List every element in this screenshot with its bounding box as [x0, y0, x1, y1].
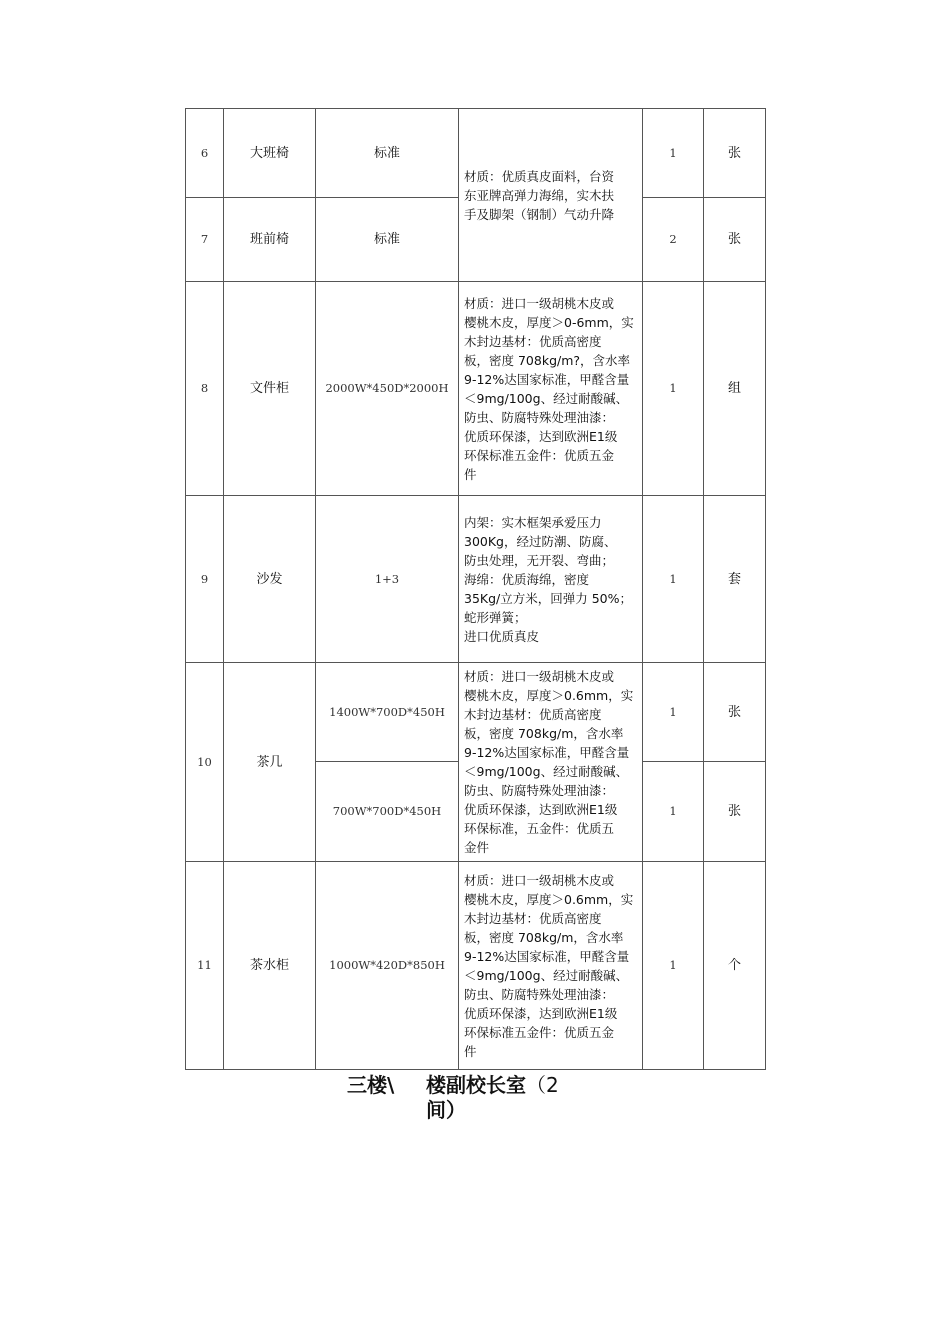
item-quantity: 1 — [643, 862, 704, 1070]
table-row — [186, 109, 766, 198]
row-number: 6 — [186, 109, 224, 198]
item-unit: 张 — [704, 109, 766, 198]
item-unit: 张 — [704, 762, 766, 862]
item-description: 材质：进口一级胡桃木皮或 樱桃木皮，厚度＞0.6mm，实 木封边基材：优质高密度 板，密度 708kg/m，含水率 9-12%达国家标准，甲醛含量 ＜9mg/100g、经过耐酸碱、 防虫、防腐特殊处理油漆： 优质环保漆，达到欧洲E1级 环保标准，五金件：优质五 金件 — [459, 663, 643, 862]
row-number: 11 — [186, 862, 224, 1070]
item-spec: 标准 — [316, 198, 459, 282]
row-number: 8 — [186, 282, 224, 496]
item-spec: 2000W*450D*2000H — [316, 282, 459, 496]
item-description: 材质：优质真皮面料，台资 东亚牌高弹力海绵，实木扶 手及脚架（钢制）气动升降 — [459, 109, 643, 282]
row-number: 10 — [186, 663, 224, 862]
section-title-room-line2: 间） — [426, 1098, 466, 1122]
row-number: 9 — [186, 496, 224, 663]
item-quantity: 1 — [643, 496, 704, 663]
item-unit: 组 — [704, 282, 766, 496]
section-title-room-name: 楼副校长室 — [426, 1073, 526, 1097]
item-description: 材质：进口一级胡桃木皮或 樱桃木皮，厚度＞0-6mm，实 木封边基材：优质高密度 板，密度 708kg/m?，含水率 9-12%达国家标准，甲醛含量 ＜9mg/100g、经过耐酸碱、 防虫、防腐特殊处理油漆： 优质环保漆，达到欧洲E1级 环保标准五金件：优质五金 件 — [459, 282, 643, 496]
item-quantity: 1 — [643, 663, 704, 762]
item-description: 内架：实木框架承爱压力 300Kg，经过防潮、防腐、 防虫处理，无开裂、弯曲； 海绵：优质海绵，密度 35Kg/立方米，回弹力 50%； 蛇形弹簧； 进口优质真皮 — [459, 496, 643, 663]
item-name: 文件柜 — [224, 282, 316, 496]
item-unit: 张 — [704, 198, 766, 282]
item-name: 茶几 — [224, 663, 316, 862]
item-spec: 700W*700D*450H — [316, 762, 459, 862]
item-name: 茶水柜 — [224, 862, 316, 1070]
table-row — [186, 862, 766, 1070]
item-quantity: 1 — [643, 762, 704, 862]
table-row — [186, 663, 766, 762]
item-name: 班前椅 — [224, 198, 316, 282]
item-spec: 1000W*420D*850H — [316, 862, 459, 1070]
item-spec: 1400W*700D*450H — [316, 663, 459, 762]
item-unit: 套 — [704, 496, 766, 663]
item-name: 沙发 — [224, 496, 316, 663]
item-quantity: 1 — [643, 282, 704, 496]
section-title-floor: 三楼\ — [347, 1073, 395, 1097]
item-spec: 1+3 — [316, 496, 459, 663]
item-description: 材质：进口一级胡桃木皮或 樱桃木皮，厚度＞0.6mm，实 木封边基材：优质高密度 板，密度 708kg/m，含水率 9-12%达国家标准，甲醛含量 ＜9mg/100g、经过耐酸碱、 防虫、防腐特殊处理油漆： 优质环保漆，达到欧洲E1级 环保标准五金件：优质五金 件 — [459, 862, 643, 1070]
row-number: 7 — [186, 198, 224, 282]
item-quantity: 1 — [643, 109, 704, 198]
item-unit: 张 — [704, 663, 766, 762]
item-unit: 个 — [704, 862, 766, 1070]
table-row — [186, 496, 766, 663]
item-quantity: 2 — [643, 198, 704, 282]
section-title-room — [426, 1073, 586, 1123]
item-name: 大班椅 — [224, 109, 316, 198]
item-spec: 标准 — [316, 109, 459, 198]
furniture-table — [185, 108, 766, 1070]
table-row — [186, 282, 766, 496]
section-title-room-count: （2 — [526, 1073, 559, 1097]
